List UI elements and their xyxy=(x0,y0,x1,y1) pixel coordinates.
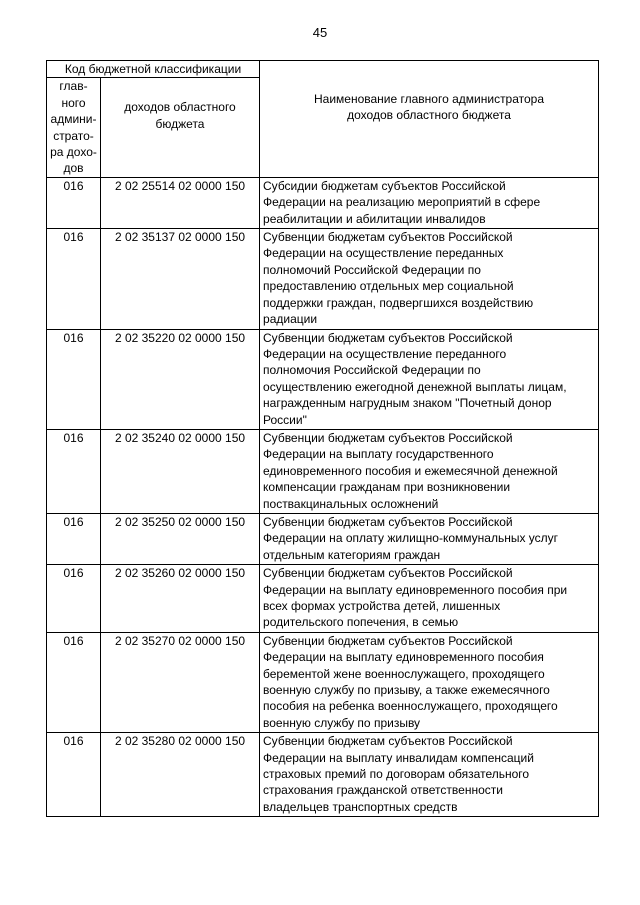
cell-revenue-code: 2 02 35220 02 0000 150 xyxy=(101,329,260,429)
cell-administrator-code: 016 xyxy=(47,733,101,817)
cell-revenue-code: 2 02 35280 02 0000 150 xyxy=(101,733,260,817)
cell-administrator-code: 016 xyxy=(47,632,101,732)
header-budget-classification-code: Код бюджетной классификации xyxy=(47,61,260,78)
header-administrator-name: Наименование главного администратора доходов областного бюджета xyxy=(260,61,599,178)
cell-revenue-name: Субвенции бюджетам субъектов Российской Федерации на оплату жилищно-коммунальных услуг отдельным категориям граждан xyxy=(260,513,599,564)
cell-revenue-code: 2 02 35270 02 0000 150 xyxy=(101,632,260,732)
budget-classification-table xyxy=(46,60,599,817)
cell-revenue-code: 2 02 35137 02 0000 150 xyxy=(101,229,260,329)
table-row xyxy=(47,329,599,429)
cell-revenue-name: Субвенции бюджетам субъектов Российской Федерации на осуществление переданных полномочий Российской Федерации по предоставлению отдельных мер социальной поддержки граждан, подвергшихся воздействию радиации xyxy=(260,229,599,329)
page-number: 45 xyxy=(312,25,328,40)
table-row xyxy=(47,429,599,513)
cell-administrator-code: 016 xyxy=(47,565,101,633)
table-row xyxy=(47,177,599,228)
cell-administrator-code: 016 xyxy=(47,177,101,228)
cell-administrator-code: 016 xyxy=(47,429,101,513)
cell-revenue-name: Субвенции бюджетам субъектов Российской Федерации на выплату единовременного пособия берементой жене военнослужащего, проходящего военную службу по призыву, а также ежемесячного пособия на ребенка военнослужащего, проходящего военную службу по призыву xyxy=(260,632,599,732)
table-row xyxy=(47,733,599,817)
cell-revenue-code: 2 02 35250 02 0000 150 xyxy=(101,513,260,564)
table-row xyxy=(47,513,599,564)
cell-revenue-code: 2 02 25514 02 0000 150 xyxy=(101,177,260,228)
cell-administrator-code: 016 xyxy=(47,229,101,329)
cell-revenue-name: Субвенции бюджетам субъектов Российской Федерации на выплату государственного единовременного пособия и ежемесячной денежной компенсации гражданам при возникновении поствакцинальных осложнений xyxy=(260,429,599,513)
cell-revenue-name: Субвенции бюджетам субъектов Российской Федерации на выплату инвалидам компенсаций страховых премий по договорам обязательного страхования гражданской ответственности владельцев транспортных средств xyxy=(260,733,599,817)
cell-administrator-code: 016 xyxy=(47,329,101,429)
header-regional-budget-revenue: доходов областного бюджета xyxy=(101,78,260,177)
table-header-row-group xyxy=(47,61,599,78)
cell-revenue-code: 2 02 35240 02 0000 150 xyxy=(101,429,260,513)
cell-administrator-code: 016 xyxy=(47,513,101,564)
cell-revenue-name: Субвенции бюджетам субъектов Российской Федерации на выплату единовременного пособия при всех формах устройства детей, лишенных родительского попечения, в семью xyxy=(260,565,599,633)
table-row xyxy=(47,229,599,329)
cell-revenue-name: Субвенции бюджетам субъектов Российской Федерации на осуществление переданного полномочия Российской Федерации по осуществлению ежегодной денежной выплаты лицам, награжденным нагрудным знаком "Почетный донор России" xyxy=(260,329,599,429)
table-row xyxy=(47,632,599,732)
cell-revenue-code: 2 02 35260 02 0000 150 xyxy=(101,565,260,633)
header-chief-administrator: глав- ного админи- страто- ра дохо- дов xyxy=(47,78,101,177)
table-row xyxy=(47,565,599,633)
cell-revenue-name: Субсидии бюджетам субъектов Российской Федерации на реализацию мероприятий в сфере реабилитации и абилитации инвалидов xyxy=(260,177,599,228)
